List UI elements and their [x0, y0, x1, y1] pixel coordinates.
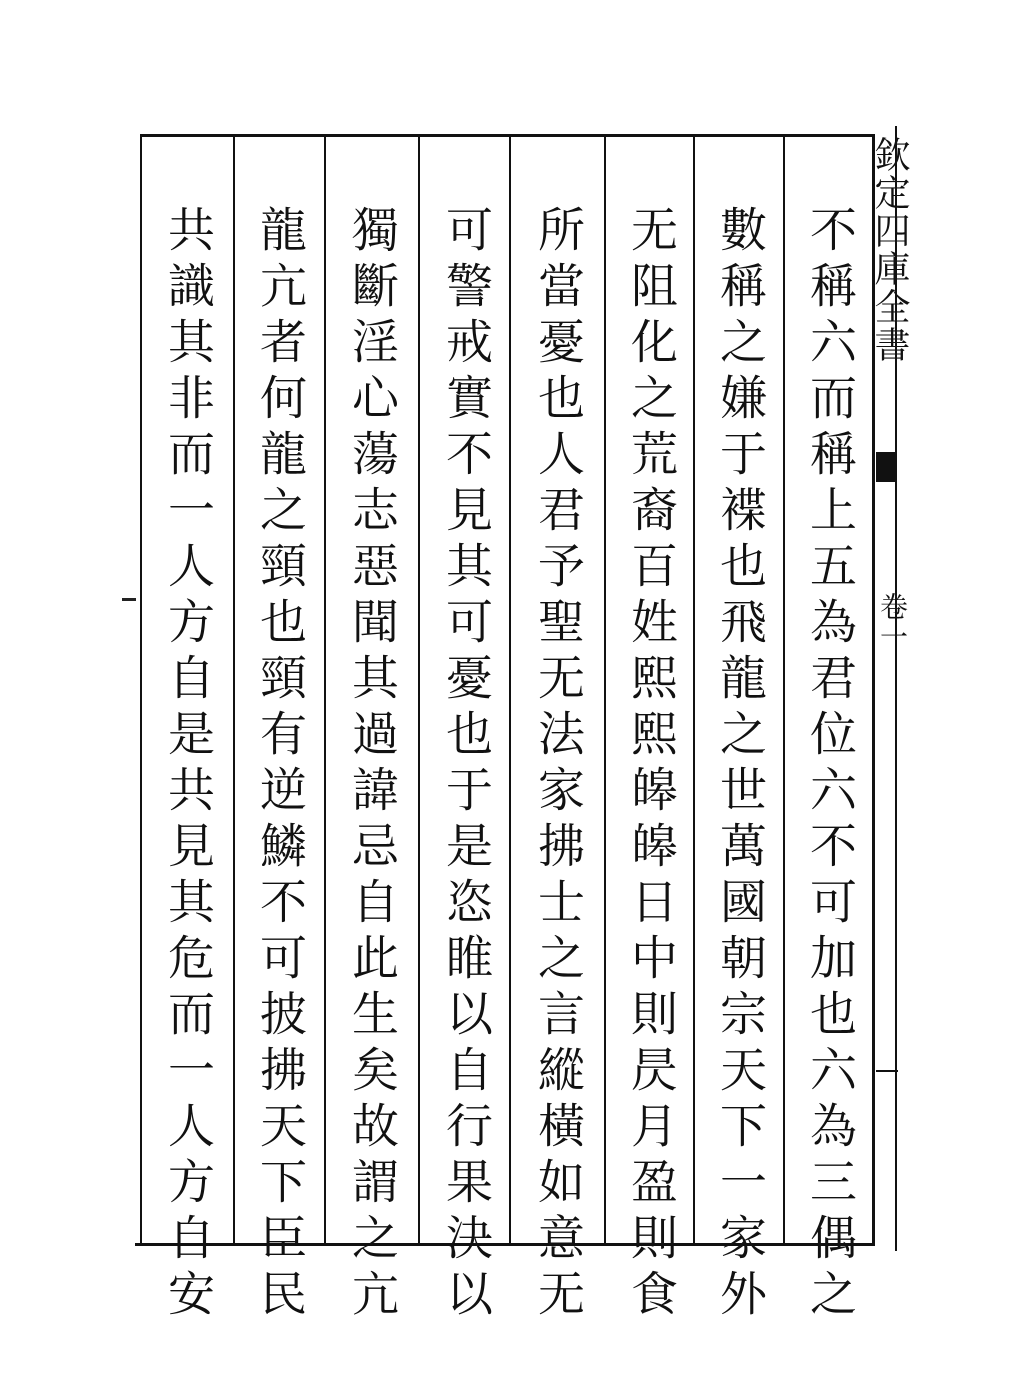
text-column-5: 可警戒實不見其可憂也于是恣睢以自行果決以: [438, 205, 493, 1325]
column-divider: [604, 134, 606, 1246]
column-divider: [783, 134, 785, 1246]
column-divider: [233, 134, 235, 1246]
column-divider: [324, 134, 326, 1246]
column-divider: [418, 134, 420, 1246]
edge-mark: [122, 598, 136, 601]
volume-label: 卷一: [876, 592, 909, 652]
fish-tail-mark: [876, 452, 896, 482]
text-column-3: 无阻化之荒裔百姓熙熙皞皞日中則昃月盈則食: [623, 205, 678, 1325]
text-column-4: 所當憂也人君予聖无法家拂士之言縱橫如意无: [530, 205, 585, 1325]
text-column-8: 共識其非而一人方自是共見其危而一人方自安: [160, 205, 215, 1325]
text-column-1: 不稱六而稱上五為君位六不可加也六為三偶之: [802, 205, 857, 1325]
column-divider: [693, 134, 695, 1246]
left-border: [140, 134, 142, 1246]
text-column-2: 數稱之嫌于褋也飛龍之世萬國朝宗天下一家外: [712, 205, 767, 1325]
column-divider: [509, 134, 511, 1246]
margin-tick: [876, 1070, 898, 1072]
book-title-label: 欽定四庫全書: [869, 136, 910, 364]
text-column-7: 龍亢者何龍之頸也頸有逆鱗不可披拂天下臣民: [252, 205, 307, 1325]
top-border: [140, 134, 872, 137]
text-column-6: 獨斷淫心蕩志惡聞其過諱忌自此生矣故謂之亢: [344, 205, 399, 1325]
